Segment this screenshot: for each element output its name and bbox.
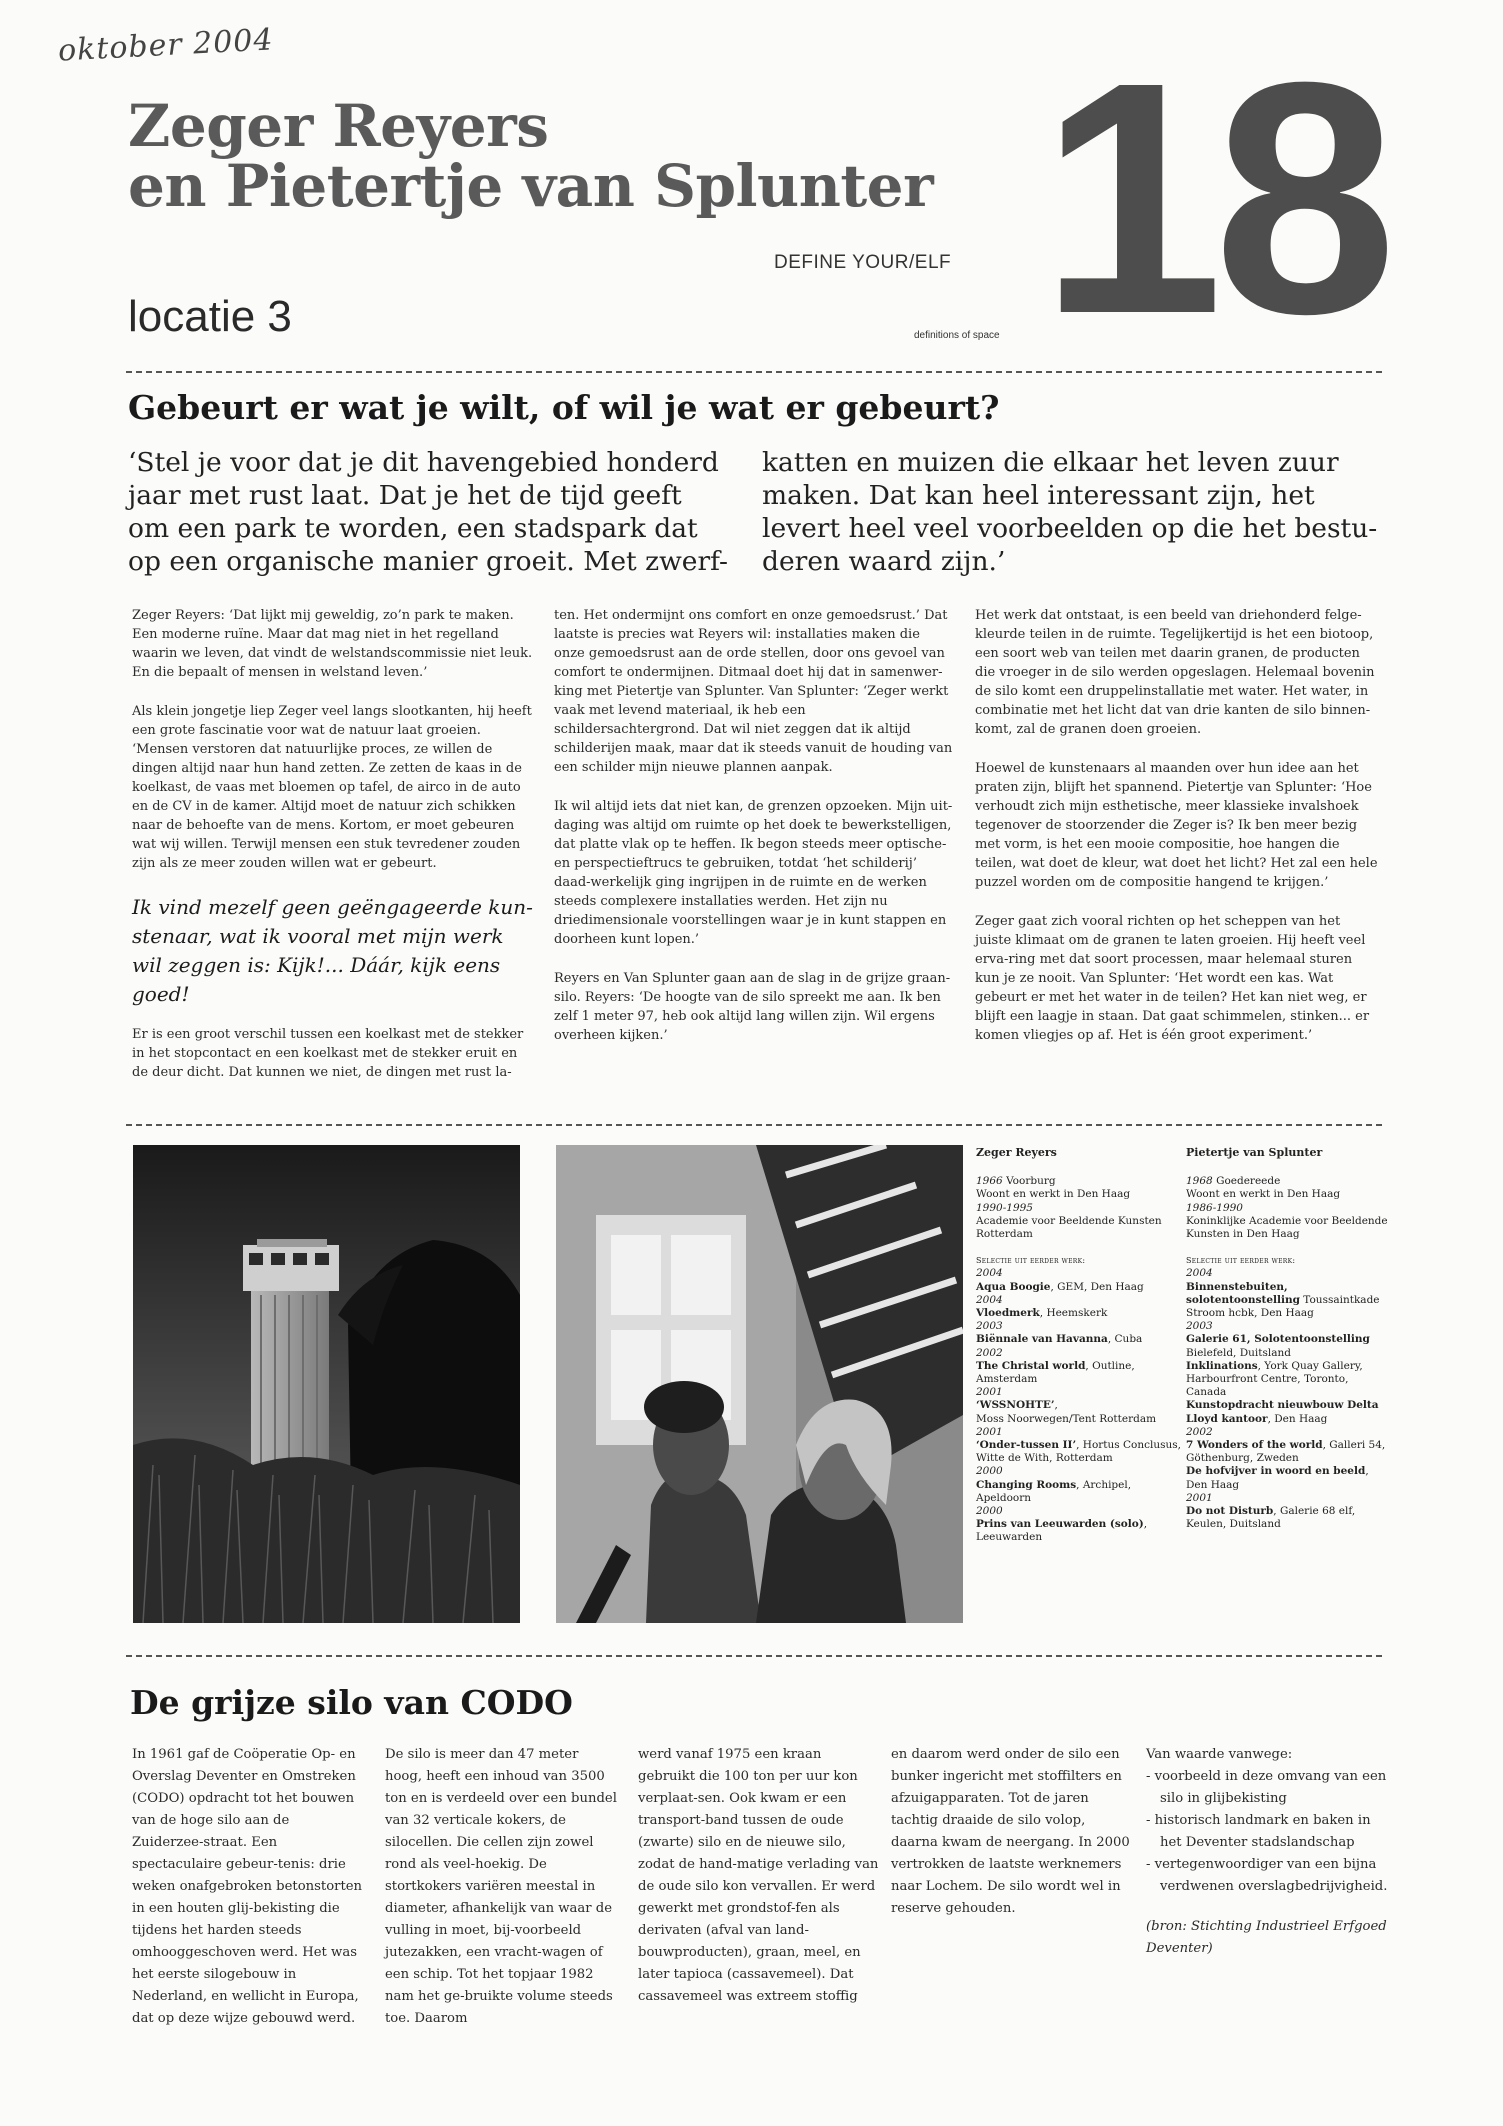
intro-quote-left: ‘Stel je voor dat je dit havengebied honderd jaar met rust laat. Dat je het de tijd geeft om een park te worden, een stadspark dat op een organische manier groeit. Met zwerf-: [128, 447, 728, 577]
paragraph: Er is een groot verschil tussen een koelkast met de stekker in het stopcontact en een koelkast met de stekker eruit en de deur dicht. Dat kunnen we niet, de dingen met rust la-: [132, 1027, 524, 1080]
values-list: [1146, 1766, 1391, 1898]
silo-section-heading: De grijze silo van CODO: [130, 1683, 573, 1722]
exhibition-title: Kunstopdracht nieuwbouw Delta Lloyd kantoor: [1186, 1399, 1379, 1425]
bio-line: Selectie uit eerder werk:: [976, 1256, 1086, 1266]
exhibition-title: Binnenstebuiten, solotentoonstelling: [1186, 1280, 1300, 1306]
bio-details: [1186, 1175, 1391, 1531]
bio-line: 2004: [976, 1293, 1003, 1306]
bio-line: Binnenstebuiten, solotentoonstelling Toussaintkade Stroom hcbk, Den Haag: [1186, 1280, 1380, 1320]
bio-zeger-reyers: [976, 1146, 1186, 1545]
exhibition-title: The Christal world: [976, 1359, 1086, 1372]
bio-line: Academie voor Beeldende Kunsten Rotterdam: [976, 1214, 1162, 1241]
bio-line: Moss Noorwegen/Tent Rotterdam: [976, 1412, 1157, 1425]
bio-line: Woont en werkt in Den Haag: [976, 1188, 1131, 1201]
silo-column-5: [1146, 1744, 1391, 1960]
bio-name: Zeger Reyers: [976, 1146, 1057, 1159]
bio-year: 1966: [976, 1175, 1007, 1188]
values-intro: Van waarde vanwege:: [1146, 1747, 1293, 1762]
bio-line: Biënnale van Havanna, Cuba: [976, 1333, 1143, 1346]
bio-pietertje-van-splunter: [1186, 1146, 1391, 1531]
bio-line: 2003: [976, 1320, 1003, 1333]
dashed-divider: [126, 1655, 1382, 1657]
exhibition-title: 7 Wonders of the world: [1186, 1439, 1323, 1452]
list-item: - historisch landmark en baken in het Deventer stadslandschap: [1146, 1813, 1371, 1850]
bio-line: 1966 Voorburg: [976, 1175, 1056, 1188]
silo-column-2: [385, 1744, 617, 2030]
exhibition-title: Vloedmerk: [976, 1307, 1040, 1320]
title-line-1: Zeger Reyers: [128, 92, 549, 160]
bio-line: 1990-1995: [976, 1201, 1033, 1214]
exhibition-title: Prins van Leeuwarden (solo): [976, 1518, 1144, 1531]
article-column-1: [132, 606, 537, 1102]
exhibition-title: Galerie 61, Solotentoonstelling: [1186, 1333, 1370, 1346]
paragraph: Zeger gaat zich vooral richten op het scheppen van het juiste klimaat om de granen te laten groeien. Hij heeft veel erva-ring met dat soort processen, maar helemaal sturen kun je ze nooit. Van Splunter: ‘Het wordt een kas. Wat gebeurt er met het water in de teilen? Het kan niet weg, er blijft een laagje in staan. Dat gaat schimmelen, stinken... er komen vliegjes op af. Het is één groot experiment.’: [975, 914, 1370, 1043]
article-title: [128, 92, 934, 220]
tagline: DEFINE YOUR/ELF: [774, 252, 952, 273]
paragraph: Als klein jongetje liep Zeger veel langs slootkanten, hij heeft een grote fascinatie voor wat de natuur laat groeien. ‘Mensen verstoren dat natuurlijke proces, ze willen de dingen altijd naar hun hand zetten. Ze zetten de kaas in de koelkast, de vaas met bloemen op tafel, de airco in de auto en de CV in de kamer. Altijd moet de natuur zich schikken naar de behoefte van de mens. Kortom, er moet gebeuren wat wij willen. Terwijl mensen een stuk tevredener zouden zijn als ze meer zouden willen wat er gebeurt.: [132, 704, 532, 871]
issue-number: 18: [1040, 13, 1388, 382]
bio-line: Galerie 61, Solotentoonstelling Bielefeld, Duitsland: [1186, 1333, 1370, 1359]
dashed-divider: [126, 1124, 1382, 1126]
bio-details: [976, 1175, 1186, 1544]
silo-photo: [133, 1145, 520, 1623]
bio-line: Vloedmerk, Heemskerk: [976, 1307, 1108, 1320]
source-credit: (bron: Stichting Industrieel Erfgoed Deventer): [1146, 1919, 1387, 1956]
bio-line: 2001: [1186, 1491, 1213, 1504]
bio-line: Changing Rooms, Archipel, Apeldoorn: [976, 1478, 1132, 1504]
silo-column-4: [891, 1744, 1131, 1920]
bio-line: 2000: [976, 1465, 1003, 1478]
list-item: - vertegenwoordiger van een bijna verdwenen overslagbedrijvigheid.: [1146, 1857, 1388, 1894]
exhibition-title: Biënnale van Havanna: [976, 1333, 1108, 1346]
pull-quote: Ik vind mezelf geen geëngageerde kun-stenaar, wat ik vooral met mijn werk wil zeggen is: Kijk!... Dáár, kijk eens goed!: [132, 895, 533, 1006]
handwritten-date-note: oktober 2004: [57, 22, 275, 69]
intro-quote-right: katten en muizen die elkaar het leven zuur maken. Dat kan heel interessant zijn, het levert heel veel voorbeelden op die het bestu-deren waard zijn.’: [762, 447, 1378, 577]
silo-column-1: [132, 1744, 364, 2030]
silo-column-3: [638, 1744, 880, 2008]
bio-line: Aqua Boogie, GEM, Den Haag: [976, 1280, 1144, 1293]
bio-name: Pietertje van Splunter: [1186, 1146, 1323, 1159]
bio-line: 2002: [976, 1346, 1003, 1359]
bio-line: 1986-1990: [1186, 1201, 1243, 1214]
bio-line: 2003: [1186, 1320, 1213, 1333]
exhibition-title: Inklinations: [1186, 1359, 1258, 1372]
bio-line: Inklinations, York Quay Gallery, Harbourfront Centre, Toronto, Canada: [1186, 1359, 1363, 1399]
artists-portrait-photo: [556, 1145, 963, 1623]
bio-line: Kunstopdracht nieuwbouw Delta Lloyd kantoor, Den Haag: [1186, 1399, 1379, 1425]
bio-line: ‘Onder-tussen II’, Hortus Conclusus, Witte de With, Rotterdam: [976, 1439, 1181, 1465]
article-column-3: [975, 606, 1380, 1065]
exhibition-title: De hofvijver in woord en beeld: [1186, 1465, 1366, 1478]
paragraph: Hoewel de kunstenaars al maanden over hun idee aan het praten zijn, blijft het spannend. Pietertje van Splunter: ‘Hoe verhoudt zich mijn esthetische, meer klassieke invalshoek tegenover de stoorzender die Zeger is? Ik ben meer bezig met vorm, is het een mooie compositie, hoe hangen die teilen, wat doet de kleur, wat doet het licht? Het zal een hele puzzel worden om de compositie hangend te krijgen.’: [975, 761, 1378, 890]
dashed-divider: [126, 371, 1382, 373]
bio-line: Koninklijke Academie voor Beeldende Kunsten in Den Haag: [1186, 1214, 1388, 1241]
exhibition-title: ‘Onder-tussen II’: [976, 1439, 1077, 1452]
paragraph: en daarom werd onder de silo een bunker ingericht met stoffilters en afzuigapparaten. Tot de jaren tachtig draaide de silo volop, daarna kwam de neergang. In 2000 vertrokken de laatste werknemers naar Lochem. De silo wordt wel in reserve gehouden.: [891, 1747, 1130, 1916]
article-headline: Gebeurt er wat je wilt, of wil je wat er gebeurt?: [128, 388, 1000, 427]
bio-line: Prins van Leeuwarden (solo), Leeuwarden: [976, 1518, 1148, 1544]
location-label: locatie 3: [128, 292, 292, 341]
exhibition-title: Aqua Boogie: [976, 1280, 1051, 1293]
bio-line: Selectie uit eerder werk:: [1186, 1256, 1296, 1266]
bio-line: 2004: [976, 1267, 1003, 1280]
paragraph: In 1961 gaf de Coöperatie Op- en Overslag Deventer en Omstreken (CODO) opdracht tot het bouwen van de hoge silo aan de Zuiderzee-straat. Een spectaculaire gebeur-tenis: drie weken onafgebroken betonstorten in een houten glij-bekisting die tijdens het harden steeds omhooggeschoven werd. Het was het eerste silogebouw in Nederland, en wellicht in Europa, dat op deze wijze gebouwd werd.: [132, 1747, 363, 2026]
bio-line: 2000: [976, 1505, 1003, 1518]
paragraph: werd vanaf 1975 een kraan gebruikt die 100 ton per uur kon verplaat-sen. Ook kwam er een transport-band tussen de oude (zwarte) silo en de nieuwe silo, zodat de hand-matige verlading van de oude silo kon vervallen. Er werd gewerkt met grondstof-fen als derivaten (afval van land-bouwproducten), graan, meel, en later tapioca (cassavemeel). Dat cassavemeel was extreem stoffig: [638, 1747, 879, 2004]
bio-line: 2001: [976, 1386, 1003, 1399]
bio-line: ‘WSSNOHTE’,: [976, 1399, 1058, 1412]
bio-line: 2001: [976, 1425, 1003, 1438]
exhibition-title: ‘WSSNOHTE’: [976, 1399, 1055, 1412]
paragraph: Het werk dat ontstaat, is een beeld van driehonderd felge-kleurde teilen in de ruimte. Tegelijkertijd is het een biotoop, een soort web van teilen met daarin granen, de producten die vroeger in de silo werden opgeslagen. Helemaal bovenin de silo komt een druppelinstallatie met water. Het water, in combinatie met het licht dat van drie kanten de silo binnen-komt, zal de granen doen groeien.: [975, 608, 1375, 737]
paragraph: ten. Het ondermijnt ons comfort en onze gemoedsrust.’ Dat laatste is precies wat Reyers wil: installaties maken die onze gemoedsrust aan de orde stellen, door ons gevoel van comfort te ondermijnen. Ditmaal doet hij dat in samenwer-king met Pietertje van Splunter. Van Splunter: ‘Zeger werkt vaak met levend materiaal, ik heb een schildersachtergrond. Dat wil niet zeggen dat ik altijd schilderijen maak, maar dat ik steeds vanuit de houding van een schilder mijn nieuwe plannen aanpak.: [554, 608, 953, 775]
bio-line: 2004: [1186, 1267, 1213, 1280]
definitions-caption: definitions of space: [914, 330, 1000, 341]
bio-line: Do not Disturb, Galerie 68 elf, Keulen, Duitsland: [1186, 1505, 1356, 1531]
bio-line: Woont en werkt in Den Haag: [1186, 1188, 1341, 1201]
article-column-2: [554, 606, 954, 1065]
exhibition-title: Changing Rooms: [976, 1478, 1077, 1491]
list-item: - voorbeeld in deze omvang van een silo in glijbekisting: [1146, 1769, 1387, 1806]
paragraph: De silo is meer dan 47 meter hoog, heeft een inhoud van 3500 ton en is verdeeld over een bundel van 32 verticale kokers, de silocellen. Die cellen zijn zowel rond als veel-hoekig. De stortkokers variëren meestal in diameter, afhankelijk van waar de vulling in moet, bij-voorbeeld jutezakken, een vracht-wagen of een schip. Tot het topjaar 1982 nam het ge-bruikte volume steeds toe. Daarom: [385, 1747, 617, 2026]
exhibition-title: Do not Disturb: [1186, 1505, 1274, 1518]
paragraph: Reyers en Van Splunter gaan aan de slag in de grijze graan-silo. Reyers: ‘De hoogte van de silo spreekt me aan. Ik ben zelf 1 meter 97, heb ook altijd lang willen zijn. Wil ergens overheen kijken.’: [554, 971, 951, 1043]
bio-year: 1968: [1186, 1175, 1217, 1188]
bio-line: The Christal world, Outline, Amsterdam: [976, 1359, 1135, 1386]
title-line-2: en Pietertje van Splunter: [128, 152, 934, 220]
bio-line: 7 Wonders of the world, Galleri 54, Göthenburg, Zweden: [1186, 1439, 1386, 1465]
paragraph: Zeger Reyers: ‘Dat lijkt mij geweldig, zo’n park te maken. Een moderne ruïne. Maar dat mag niet in het regelland waarin we leven, dat vindt de welstandscommissie niet leuk. En die bepaalt of mensen in welstand leven.’: [132, 608, 533, 680]
bio-line: 2002: [1186, 1425, 1213, 1438]
paragraph: Ik wil altijd iets dat niet kan, de grenzen opzoeken. Mijn uit-daging was altijd om ruimte op het doek te bewerkstelligen, dat platte vlak op te heffen. Ik begon steeds meer optische-en perspectieftrucs te gebruiken, totdat ‘het schilderij’ daad-werkelijk ging ingrijpen in de ruimte en de werken steeds complexere installaties werden. Het zijn nu driedimensionale voorstellingen waar je in kunt stappen en doorheen kunt lopen.’: [554, 799, 953, 947]
bio-line: 1968 Goedereede: [1186, 1175, 1281, 1188]
bio-line: De hofvijver in woord en beeld, Den Haag: [1186, 1465, 1369, 1491]
